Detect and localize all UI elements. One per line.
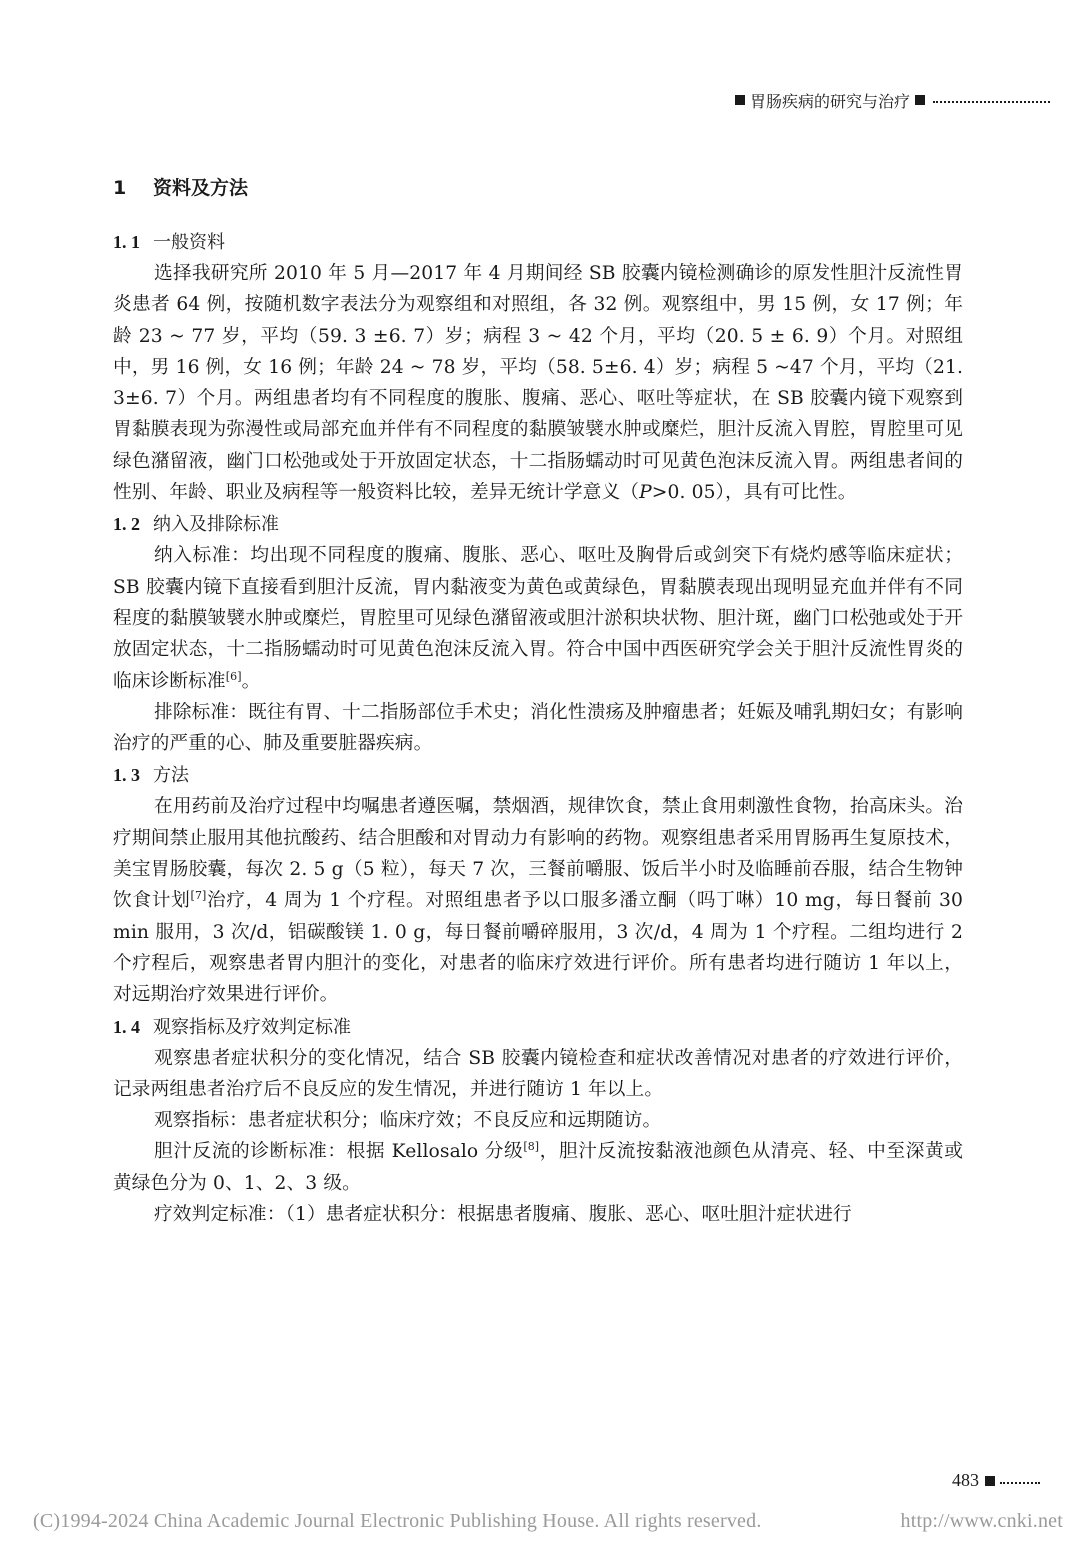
- citation-ref: [8]: [523, 1140, 540, 1154]
- section-heading: [113, 172, 963, 204]
- subsection-title: 一般资料: [153, 232, 225, 253]
- paragraph: 观察患者症状积分的变化情况，结合 SB 胶囊内镜检查和症状改善情况对患者的疗效进行评价，记录两组患者治疗后不良反应的发生情况，并进行随访 1 年以上。: [113, 1047, 963, 1100]
- subsection-number: 1. 2: [113, 514, 140, 535]
- section-number: 1: [113, 177, 127, 199]
- square-bullet-icon: [985, 1476, 995, 1486]
- running-header: [730, 88, 1050, 112]
- paragraph: 胆汁反流的诊断标准：根据 Kellosalo 分级[8]，胆汁反流按黏液池颜色从清亮、轻、中至深黄或黄绿色分为 0、1、2、3 级。: [113, 1140, 964, 1194]
- subsection-heading: [113, 759, 963, 791]
- square-bullet-icon: [735, 95, 745, 105]
- paragraph: 在用药前及治疗过程中均嘱患者遵医嘱，禁烟酒，规律饮食，禁止食用刺激性食物，抬高床头。治疗期间禁止服用其他抗酸药、结合胆酸和对胃动力有影响的药物。观察组患者采用胃肠再生复原技术，美宝胃肠胶囊，每次 2. 5 g（5 粒），每天 7 次，三餐前嚼服、饭后半小时及临睡前吞服，结合生物钟饮食计划[7]治疗，4 周为 1 个疗程。对照组患者予以口服多潘立酮（吗丁啉）10 mg，每日餐前 30 min 服用，3 次/d，铝碳酸镁 1. 0 g，每日餐前嚼碎服用，3 次/d，4 周为 1 个疗程。二组均进行 2 个疗程后，观察患者胃内胆汁的变化，对患者的临床疗效进行评价。所有患者均进行随访 1 年以上，对远期治疗效果进行评价。: [113, 796, 963, 1006]
- citation-ref: [7]: [190, 889, 207, 903]
- citation-ref: [6]: [225, 669, 242, 683]
- subsection-title: 方法: [153, 765, 189, 787]
- subsection-number: 1. 1: [113, 232, 140, 252]
- site-url: http://www.cnki.net: [900, 1510, 1063, 1532]
- section-title: 资料及方法: [153, 177, 249, 199]
- article-body: [113, 172, 963, 1230]
- paragraph: 选择我研究所 2010 年 5 月—2017 年 4 月期间经 SB 胶囊内镜检测确诊的原发性胆汁反流性胃炎患者 64 例，按随机数字表法分为观察组和对照组，各 32 例。观察组中，男 15 例，女 17 例；年龄 23 ~ 77 岁，平均（59. 3 ±6. 7）岁；病程 3 ~ 42 个月，平均（20. 5 ± 6. 9）个月。对照组中，男 16 例，女 16 例；年龄 24 ~ 78 岁，平均（58. 5±6. 4）岁；病程 5 ~47 个月，平均（21. 3±6. 7）个月。两组患者均有不同程度的腹胀、腹痛、恶心、呕吐等症状，在 SB 胶囊内镜下观察到胃黏膜表现为弥漫性或局部充血并伴有不同程度的黏膜皱襞水肿或糜烂，胆汁反流入胃腔，胃腔里可见绿色潴留液，幽门口松弛或处于开放固定状态，十二指肠蠕动时可见黄色泡沫反流入胃。两组患者间的性别、年龄、职业及病程等一般资料比较，差异无统计学意义（P>0. 05），具有可比性。: [113, 263, 963, 504]
- paragraph: 排除标准：既往有胃、十二指肠部位手术史；消化性溃疡及肿瘤患者；妊娠及哺乳期妇女；有影响治疗的严重的心、肺及重要脏器疾病。: [113, 701, 963, 755]
- paragraph: 观察指标：患者症状积分；临床疗效；不良反应和远期随访。: [154, 1110, 662, 1132]
- square-bullet-icon: [915, 95, 925, 105]
- subsection-number: 1. 3: [113, 765, 140, 786]
- page-footer: [952, 1470, 1040, 1491]
- subsection-heading: [113, 1011, 963, 1043]
- copyright-watermark: [33, 1510, 1063, 1533]
- subsection-title: 观察指标及疗效判定标准: [153, 1016, 351, 1038]
- page-number: 483: [952, 1470, 979, 1490]
- paragraph: 疗效判定标准：（1）患者症状积分：根据患者腹痛、腹胀、恶心、呕吐胆汁症状进行: [154, 1204, 852, 1226]
- dotted-leader: [1000, 1482, 1040, 1484]
- copyright-text: (C)1994-2024 China Academic Journal Electronic Publishing House. All rights reserved.: [33, 1510, 762, 1532]
- subsection-heading: [113, 508, 963, 540]
- subsection-title: 纳入及排除标准: [153, 514, 279, 536]
- dotted-leader: [933, 101, 1050, 103]
- running-title: 胃肠疾病的研究与治疗: [750, 91, 911, 111]
- subsection-heading: [113, 226, 963, 258]
- paragraph: 纳入标准：均出现不同程度的腹痛、腹胀、恶心、呕吐及胸骨后或剑突下有烧灼感等临床症状；SB 胶囊内镜下直接看到胆汁反流，胃内黏液变为黄色或黄绿色，胃黏膜表现出现明显充血并伴有不同程度的黏膜皱襞水肿或糜烂，胃腔里可见绿色潴留液或胆汁淤积块状物、胆汁斑，幽门口松弛或处于开放固定状态，十二指肠蠕动时可见黄色泡沫反流入胃。符合中国中西医研究学会关于胆汁反流性胃炎的临床诊断标准[6]。: [113, 545, 963, 692]
- subsection-number: 1. 4: [113, 1016, 140, 1037]
